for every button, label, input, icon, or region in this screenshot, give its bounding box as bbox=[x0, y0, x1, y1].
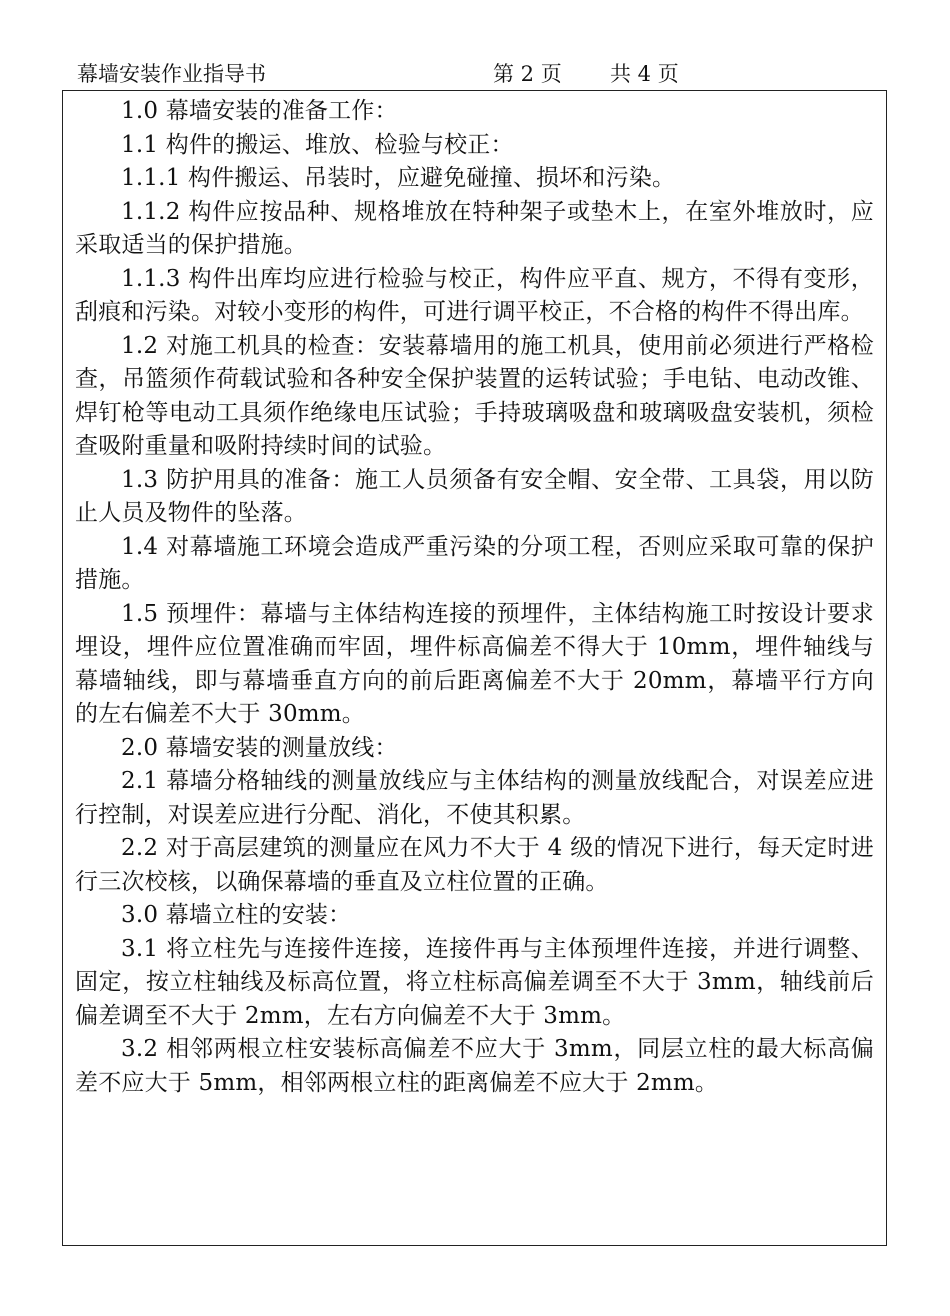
paragraph: 3.2 相邻两根立柱安装标高偏差不应大于 3mm，同层立柱的最大标高偏差不应大于 5mm，相邻两根立柱的距离偏差不应大于 2mm。 bbox=[75, 1036, 874, 1096]
paragraph: 1.5 预埋件：幕墙与主体结构连接的预埋件，主体结构施工时按设计要求埋设，埋件应位置准确而牢固，埋件标高偏差不得大于 10mm，埋件轴线与幕墙轴线，即与幕墙垂直方向的前后距离偏差不大于 20mm，幕墙平行方向的左右偏差不大于 30mm。 bbox=[75, 600, 874, 727]
paragraph: 3.0 幕墙立柱的安装： bbox=[121, 902, 352, 928]
content-frame bbox=[62, 90, 887, 1246]
paragraph: 1.1.3 构件出库均应进行检验与校正，构件应平直、规方，不得有变形，刮痕和污染。对较小变形的构件，可进行调平校正，不合格的构件不得出库。 bbox=[75, 265, 874, 325]
page-total: 共 4 页 bbox=[610, 62, 679, 86]
paragraph: 2.0 幕墙安装的测量放线： bbox=[121, 734, 398, 761]
paragraph: 1.1 构件的搬运、堆放、检验与校正： bbox=[121, 131, 514, 158]
paragraph: 1.3 防护用具的准备：施工人员须备有安全帽、安全带、工具袋，用以防止人员及物件的坠落。 bbox=[75, 466, 874, 526]
paragraph: 1.1.2 构件应按品种、规格堆放在特种架子或垫木上，在室外堆放时，应采取适当的保护措施。 bbox=[75, 198, 874, 258]
page-header bbox=[0, 58, 950, 90]
paragraph: 2.2 对于高层建筑的测量应在风力不大于 4 级的情况下进行，每天定时进行三次校核，以确保幕墙的垂直及立柱位置的正确。 bbox=[75, 835, 874, 895]
paragraph: 1.1.1 构件搬运、吊装时，应避免碰撞、损坏和污染。 bbox=[121, 165, 676, 191]
paragraph: 1.0 幕墙安装的准备工作： bbox=[121, 98, 398, 124]
paragraph: 1.2 对施工机具的检查：安装幕墙用的施工机具，使用前必须进行严格检查，吊篮须作荷载试验和各种安全保护装置的运转试验；手电钻、电动改锥、焊钉枪等电动工具须作绝缘电压试验；手持玻璃吸盘和玻璃吸盘安装机，须检查吸附重量和吸附持续时间的试验。 bbox=[75, 332, 874, 459]
paragraph: 3.1 将立柱先与连接件连接，连接件再与主体预埋件连接，并进行调整、固定，按立柱轴线及标高位置，将立柱标高偏差调至不大于 3mm，轴线前后偏差调至不大于 2mm，左右方向偏差不大于 3mm。 bbox=[75, 935, 874, 1029]
document-title: 幕墙安装作业指导书 bbox=[77, 62, 266, 86]
page-number: 第 2 页 bbox=[493, 62, 562, 86]
paragraph: 2.1 幕墙分格轴线的测量放线应与主体结构的测量放线配合，对误差应进行控制，对误差应进行分配、消化，不使其积累。 bbox=[75, 768, 874, 828]
paragraph: 1.4 对幕墙施工环境会造成严重污染的分项工程，否则应采取可靠的保护措施。 bbox=[75, 533, 874, 593]
